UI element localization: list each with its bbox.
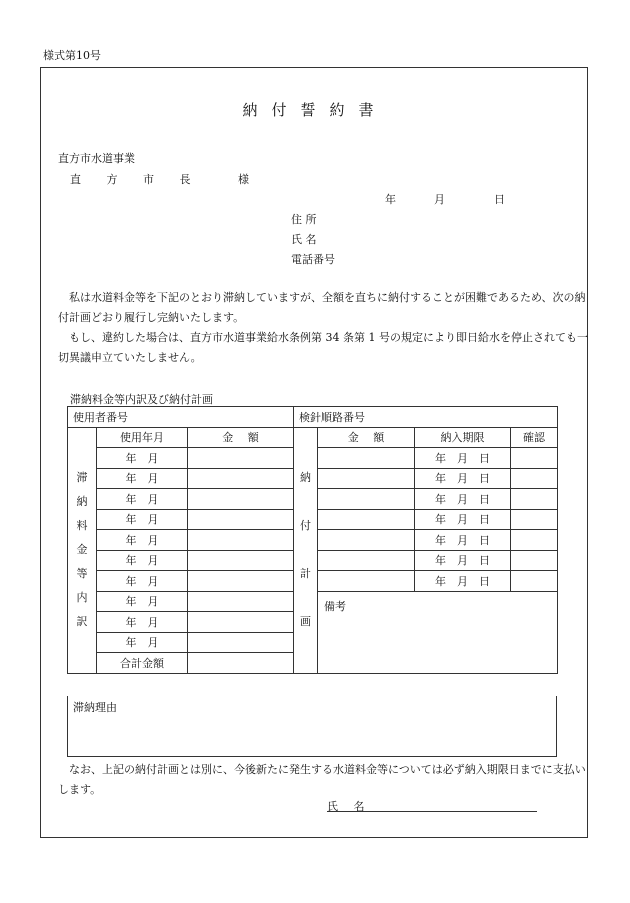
signature-line: [327, 811, 537, 812]
table-row: 年 月 年 月 日: [68, 448, 558, 469]
body-paragraph-1: 私は水道料金等を下記のとおり滞納していますが、全額を直ちに納付することが困難であるため、次の納付計画どおり履行し完納いたします。: [58, 291, 586, 324]
table-row: 年 月 年 月 日: [68, 530, 558, 551]
date-month: 月: [434, 193, 445, 206]
signature-label: 氏 名: [327, 800, 371, 813]
col-arrears-amount: 金 額: [188, 427, 294, 448]
table-row: 年 月 年 月 日: [68, 509, 558, 530]
arrears-reason-box: [67, 696, 557, 757]
table-row: 年 月 年 月 日: [68, 571, 558, 592]
addressee-recipient: 直 方 市 長 様: [70, 173, 260, 186]
arrears-breakdown-label: 滞 納 料 金 等 内 訳: [68, 427, 97, 673]
applicant-address-label: 住 所: [291, 213, 317, 226]
addressee-org: 直方市水道事業: [58, 152, 135, 165]
col-usage-month: 使用年月: [97, 427, 188, 448]
col-due-date: 納入期限: [415, 427, 511, 448]
applicant-name-label: 氏 名: [291, 233, 317, 246]
date-year: 年: [385, 193, 396, 206]
table-row: 年 月 年 月 日: [68, 550, 558, 571]
page-title: 納付誓約書: [242, 101, 388, 119]
table-row: 年 月 年 月 日: [68, 468, 558, 489]
col-plan-amount: 金 額: [318, 427, 415, 448]
form-number: 様式第10号: [43, 49, 101, 62]
payment-plan-label: 納 付 計 画: [294, 427, 318, 673]
table-row: 年 月: [68, 612, 558, 633]
remarks-cell: 備考: [318, 591, 558, 673]
user-number-label: 使用者番号: [68, 407, 294, 428]
installment-table: [67, 406, 558, 674]
date-day: 日: [494, 193, 505, 206]
table-row: 年 月 備考: [68, 591, 558, 612]
total-label: 合計金額: [97, 653, 188, 674]
table-caption: 滞納料金等内訳及び納付計画: [70, 393, 213, 406]
table-row: 年 月: [68, 632, 558, 653]
applicant-phone-label: 電話番号: [291, 253, 335, 266]
arrears-reason-label: 滞納理由: [73, 701, 117, 714]
body-paragraph-2: もし、違約した場合は、直方市水道事業給水条例第 34 条第 1 号の規定により即日給水を停止されても一切異議申立ていたしません。: [58, 331, 588, 364]
meter-route-label: 検針順路番号: [294, 407, 558, 428]
footer-note: なお、上記の納付計画とは別に、今後新たに発生する水道料金等については必ず納入期限日までに支払いします。: [58, 763, 586, 796]
col-confirm: 確認: [511, 427, 558, 448]
table-row: 年 月 年 月 日: [68, 489, 558, 510]
